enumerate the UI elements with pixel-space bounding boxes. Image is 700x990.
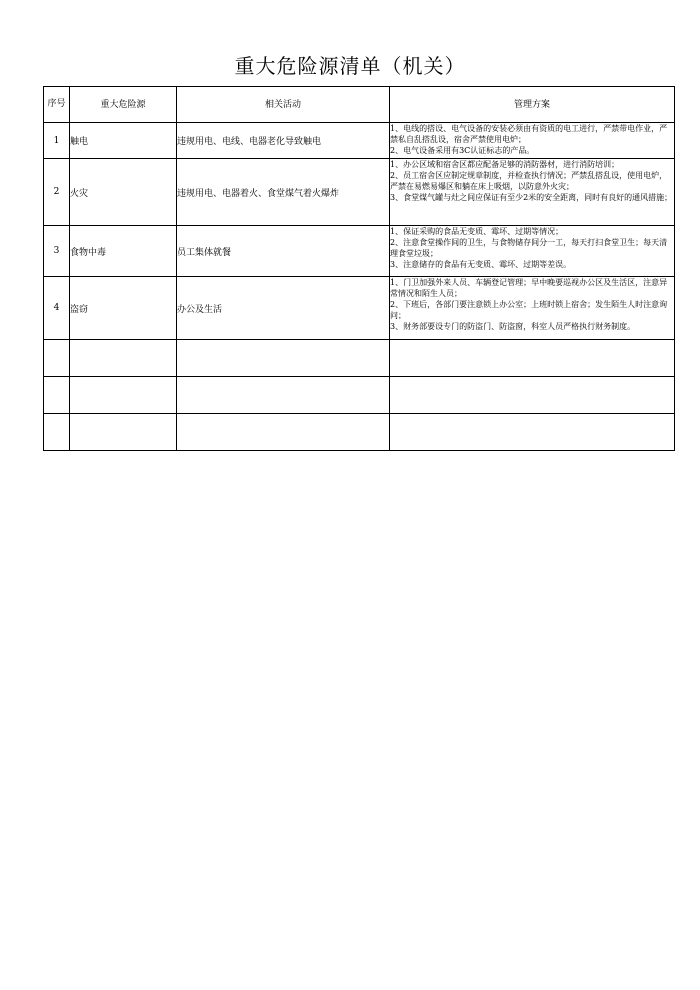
empty-cell [70, 340, 177, 377]
plan-item: 3、食堂煤气罐与灶之间应保证有至少2米的安全距离，同时有良好的通风措施； [390, 193, 673, 202]
management-plan [390, 159, 675, 226]
empty-cell [390, 414, 675, 451]
empty-table-row [44, 414, 675, 451]
empty-cell [177, 414, 390, 451]
column-header-source: 重大危险源 [70, 87, 177, 123]
plan-item: 1、门卫加强外来人员、车辆登记管理；早中晚要巡视办公区及生活区，注意异常情况和陌生人员； [390, 278, 668, 298]
table-row [44, 123, 675, 159]
row-number: 4 [44, 277, 70, 340]
management-plan [390, 277, 675, 340]
table-row [44, 226, 675, 277]
row-number: 2 [44, 159, 70, 226]
related-activity: 违规用电、电线、电器老化导致触电 [177, 123, 390, 159]
related-activity: 办公及生活 [177, 277, 390, 340]
empty-cell [177, 377, 390, 414]
table-row [44, 159, 675, 226]
table-header-row [44, 87, 675, 123]
plan-item: 1、电线的搭设、电气设备的安装必须由有资质的电工进行，严禁带电作业，严禁私自乱搭乱设，宿舍严禁使用电炉； [390, 124, 668, 144]
plan-item: 3、注意储存的食品有无变质、霉坏、过期等差误。 [390, 260, 572, 269]
column-header-activity: 相关活动 [177, 87, 390, 123]
empty-cell [44, 377, 70, 414]
table-row [44, 277, 675, 340]
plan-item: 3、财务部要设专门的防盗门、防盗窗，科室人员严格执行财务制度。 [390, 322, 636, 331]
empty-cell [390, 340, 675, 377]
column-header-plan: 管理方案 [390, 87, 675, 123]
related-activity: 员工集体就餐 [177, 226, 390, 277]
management-plan [390, 226, 675, 277]
plan-item: 1、保证采购的食品无变质、霉坏、过期等情况； [390, 227, 564, 236]
hazard-source: 食物中毒 [70, 226, 177, 277]
management-plan [390, 123, 675, 159]
plan-item: 2、下班后，各部门要注意锁上办公室；上班时锁上宿舍；发生陌生人时注意询问； [390, 300, 668, 320]
empty-table-row [44, 340, 675, 377]
plan-item: 2、注意食堂操作间的卫生，与食物储存间分一工，每天打扫食堂卫生；每天清理食堂垃圾； [390, 238, 668, 258]
hazard-source: 盗窃 [70, 277, 177, 340]
empty-cell [70, 414, 177, 451]
row-number: 3 [44, 226, 70, 277]
plan-item: 2、员工宿舍区应制定规章制度，并检查执行情况；严禁乱搭乱设，使用电炉，严禁在易燃易爆区和躺在床上吸烟，以防意外火灾； [390, 171, 668, 191]
empty-cell [390, 377, 675, 414]
empty-table-row [44, 377, 675, 414]
related-activity: 违规用电、电器着火、食堂煤气着火爆炸 [177, 159, 390, 226]
page-title: 重大危险源清单（机关） [234, 54, 466, 78]
hazard-source: 触电 [70, 123, 177, 159]
empty-cell [177, 340, 390, 377]
plan-item: 1、办公区域和宿舍区都应配备足够的消防器材，进行消防培训； [390, 160, 620, 169]
column-header-no: 序号 [44, 87, 70, 123]
empty-cell [44, 340, 70, 377]
empty-cell [44, 414, 70, 451]
empty-cell [70, 377, 177, 414]
hazard-table [43, 86, 675, 451]
plan-item: 2、电气设备采用有3C认证标志的产品。 [390, 146, 535, 155]
row-number: 1 [44, 123, 70, 159]
hazard-source: 火灾 [70, 159, 177, 226]
